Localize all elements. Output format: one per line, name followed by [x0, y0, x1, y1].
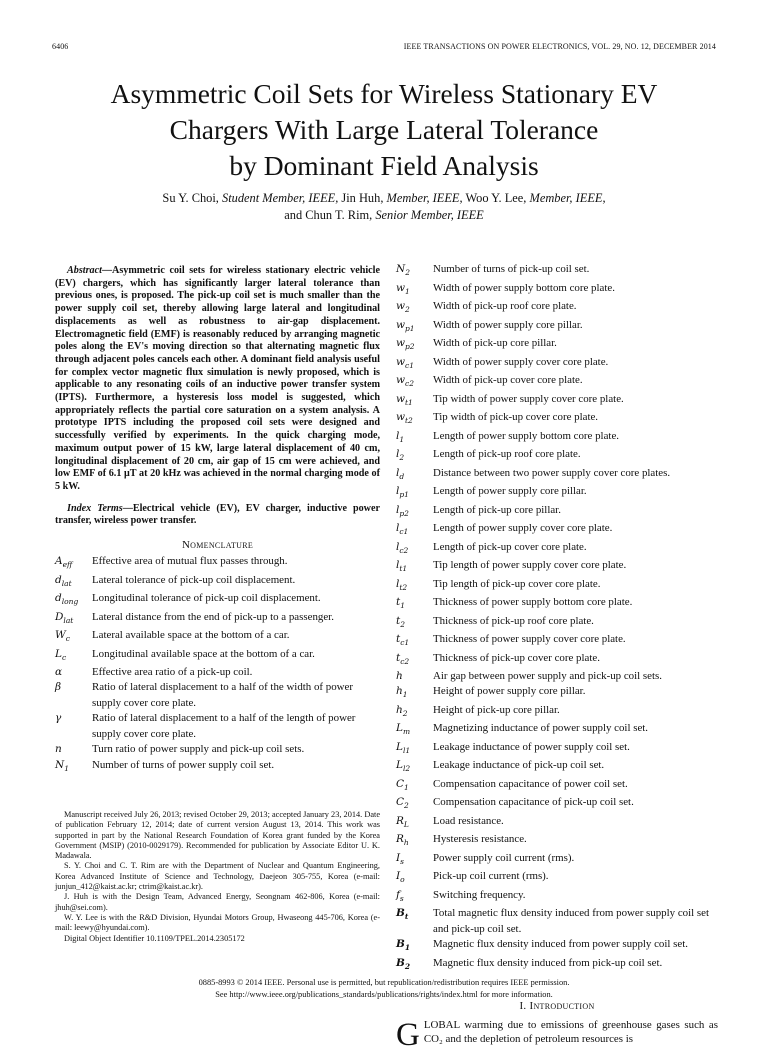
nomenclature-definition: Longitudinal available space at the bottom of a car. [92, 647, 315, 660]
nomenclature-definition: Magnetic flux density induced from power supply coil set. [433, 938, 688, 951]
nomenclature-row [396, 777, 718, 796]
nomenclature-definition: Tip length of power supply cover core plate. [433, 559, 627, 571]
nomenclature-row [396, 614, 718, 633]
nomenclature-symbol: $l_d$ [396, 466, 405, 481]
nomenclature-definition: Air gap between power supply and pick-up coil sets. [433, 670, 662, 682]
nomenclature-row [396, 669, 718, 684]
nomenclature-list-left [55, 554, 380, 776]
nomenclature-definition: Turn ratio of power supply and pick-up coil sets. [92, 743, 305, 756]
drop-cap: G [396, 1017, 420, 1053]
nomenclature-row [396, 651, 718, 670]
nomenclature-symbol: $N_2$ [396, 263, 410, 278]
nomenclature-symbol: $I_o$ [396, 870, 405, 885]
nomenclature-definition: Height of pick-up core pillar. [433, 703, 560, 716]
nomenclature-row [396, 392, 718, 411]
nomenclature-definition: Thickness of pick-up roof core plate. [433, 614, 594, 627]
nomenclature-symbol: $N_1$ [55, 758, 69, 773]
nomenclature-row [396, 521, 718, 540]
index-terms [55, 503, 380, 528]
nomenclature-definition: Width of pick-up roof core plate. [433, 300, 577, 312]
nomenclature-definition: Leakage inductance of pick-up coil set. [433, 759, 605, 772]
nomenclature-row [55, 554, 380, 573]
footnote-paragraph: W. Y. Lee is with the R&D Division, Hyundai Motors Group, Hwaseong 445-706, Korea (e-mail: leewy@hyundai.com). [55, 912, 380, 933]
nomenclature-symbol: $w_{p2}$ [396, 337, 415, 352]
title-line: Chargers With Large Lateral Tolerance [169, 114, 599, 145]
nomenclature-symbol: $L_{l2}$ [396, 759, 411, 774]
title-line: Asymmetric Coil Sets for Wireless Stationary EV [110, 78, 658, 109]
author-role: Member, IEEE, [529, 191, 606, 205]
nomenclature-definition: Hysteresis resistance. [433, 833, 527, 846]
nomenclature-row [55, 573, 380, 592]
nomenclature-definition: Width of power supply core pillar. [433, 318, 583, 331]
journal-header: IEEE TRANSACTIONS ON POWER ELECTRONICS, VOL. 29, NO. 12, DECEMBER 2014 [403, 42, 716, 51]
nomenclature-definition: Number of turns of power supply coil set. [92, 758, 275, 771]
nomenclature-row [396, 447, 718, 466]
nomenclature-symbol: $h_2$ [396, 703, 408, 718]
nomenclature-definition: Height of power supply core pillar. [433, 685, 586, 698]
copyright-notice [40, 977, 728, 1001]
paper-title [40, 76, 728, 184]
nomenclature-symbol: $w_{p1}$ [396, 318, 415, 333]
nomenclature-definition: Tip width of pick-up cover core plate. [433, 411, 599, 423]
nomenclature-row [396, 355, 718, 374]
nomenclature-definition: Leakage inductance of power supply coil set. [433, 740, 630, 753]
nomenclature-symbol: $w_{c2}$ [396, 374, 414, 389]
author-list [40, 190, 728, 224]
nomenclature-heading: Nomenclature [181, 539, 254, 552]
nomenclature-symbol: $t_2$ [396, 614, 406, 629]
nomenclature-row [55, 711, 380, 742]
author-role: Member, IEEE, [386, 191, 463, 205]
nomenclature-symbol: $l_{p2}$ [396, 503, 409, 518]
nomenclature-symbol: $R_h$ [396, 833, 409, 848]
nomenclature-row [396, 558, 718, 577]
nomenclature-symbol: $l_{c1}$ [396, 522, 409, 537]
nomenclature-definition: Length of power supply bottom core plate. [433, 429, 620, 442]
nomenclature-definition: Switching frequency. [433, 888, 526, 901]
nomenclature-row [396, 410, 718, 429]
nomenclature-definition: Width of pick-up cover core plate. [433, 374, 583, 386]
nomenclature-definition: Number of turns of pick-up coil set. [433, 263, 590, 275]
nomenclature-definition: Tip width of power supply cover core plate. [433, 392, 624, 405]
nomenclature-symbol: α [55, 666, 63, 679]
page-number: 6406 [52, 42, 69, 51]
nomenclature-definition: Lateral tolerance of pick-up coil displacement. [92, 573, 296, 586]
nomenclature-symbol: $W_c$ [55, 629, 70, 644]
intro-paragraph [396, 1017, 718, 1053]
nomenclature-symbol: $l_{c2}$ [396, 540, 409, 555]
nomenclature-symbol: $t_{c2}$ [396, 651, 410, 666]
nomenclature-symbol: $w_{t2}$ [396, 411, 413, 426]
nomenclature-symbol: h [396, 670, 403, 682]
copyright-line: 0885-8993 © 2014 IEEE. Personal use is permitted, but republication/redistribution requires IEEE permission. [198, 978, 570, 987]
nomenclature-definition: Lateral available space at the bottom of a car. [92, 629, 290, 642]
author-name: Woo Y. Lee, [465, 191, 527, 205]
nomenclature-symbol: β [55, 681, 62, 694]
nomenclature-row [55, 742, 380, 757]
abstract-text: —Asymmetric coil sets for wireless stationary electric vehicle (EV) chargers, which has significantly larger lateral tolerance than previous ones, is proposed. The pick-up coil set is much smaller than the power supply coil set, thereby allowing large lateral and longitudinal displacements as well as robustness to air-gap displacement. Electromagnetic field (EMF) is reasonably reduced by arranging magnetic poles along the EV's moving direction so that alternating magnetic flux through adjacent poles cancels each other. A dominant field analysis useful for complex vector magnetic flux simulation is newly proposed, which is applicable to any resonating coils of an inductive power transfer system (IPTS). Furthermore, a hysteresis loss model is suggested, which appropriately reflects the partial core saturation on a system analysis. A prototype IPTS including the proposed coil sets were designed and successfully verified by experiments. In the quick charging mode, maximum output power of 15 kW, large lateral displacement of 40 cm, longitudinal displacement of 20 cm, air gap of 15 cm were achieved, and low EMF of 6.1 μT at 20 kHz was achieved in the normal charging mode of 5 kW. [55, 265, 380, 492]
nomenclature-row [396, 540, 718, 559]
nomenclature-symbol: $w_{t1}$ [396, 392, 413, 407]
author-name: Su Y. Choi, [162, 191, 219, 205]
nomenclature-row [396, 888, 718, 907]
abstract-label: Abstract [67, 265, 102, 276]
nomenclature-definition: Ratio of lateral displacement to a half of the width of power supply cover core plate. [92, 681, 353, 709]
nomenclature-row [55, 647, 380, 666]
nomenclature-symbol: $d_{lat}$ [55, 573, 72, 588]
section-heading: I. Introduction [519, 1000, 595, 1013]
footnote-paragraph: Digital Object Identifier 10.1109/TPEL.2014.2305172 [64, 933, 245, 943]
nomenclature-definition: Effective area of mutual flux passes through. [92, 555, 288, 568]
title-line: by Dominant Field Analysis [229, 150, 539, 181]
nomenclature-row [396, 758, 718, 777]
nomenclature-row [396, 429, 718, 448]
nomenclature-definition: Tip length of pick-up cover core plate. [433, 577, 601, 590]
nomenclature-definition: Thickness of power supply cover core plate. [433, 633, 626, 645]
nomenclature-symbol: $B_1$ [396, 938, 411, 953]
nomenclature-row [396, 721, 718, 740]
nomenclature-symbol: $L_m$ [396, 722, 411, 737]
nomenclature-row [396, 503, 718, 522]
nomenclature-symbol: $l_{t2}$ [396, 577, 408, 592]
footnote-paragraph: Manuscript received July 26, 2013; revised October 29, 2013; accepted January 23, 2014. Date of publication February 12, 2014; date of current version August 13, 2014. This work was supported in part by the National Research Foundation of Korea grant funded by the Korea Government (MSIP) (2010-0029179). Recommended for publication by Associate Editor U. K. Madawala. [55, 810, 380, 861]
nomenclature-symbol: $B_t$ [396, 907, 409, 922]
nomenclature-row [396, 814, 718, 833]
nomenclature-definition: Magnetic flux density induced from pick-up coil set. [433, 956, 663, 969]
nomenclature-symbol: $L_c$ [55, 647, 67, 662]
nomenclature-definition: Total magnetic flux density induced from power supply coil set and pick-up coil set. [433, 907, 709, 935]
nomenclature-symbol: $l_1$ [396, 429, 405, 444]
nomenclature-symbol: $w_1$ [396, 281, 410, 296]
nomenclature-definition: Thickness of pick-up cover core plate. [433, 651, 600, 664]
nomenclature-row [55, 591, 380, 610]
nomenclature-list-right [396, 262, 718, 974]
nomenclature-definition: Compensation capacitance of power coil set. [433, 777, 628, 790]
nomenclature-symbol: $d_{long}$ [55, 592, 79, 607]
nomenclature-symbol: $L_{l1}$ [396, 740, 411, 755]
nomenclature-symbol: n [55, 743, 62, 756]
footnote [55, 810, 380, 944]
nomenclature-symbol: $l_{p1}$ [396, 485, 409, 500]
nomenclature-row [55, 680, 380, 711]
rights-url-line: See http://www.ieee.org/publications_standards/publications/rights/index.html for more information. [215, 990, 553, 999]
nomenclature-row [55, 665, 380, 680]
nomenclature-symbol: $l_2$ [396, 448, 405, 463]
nomenclature-row [396, 299, 718, 318]
footnote-paragraph: S. Y. Choi and C. T. Rim are with the Department of Nuclear and Quantum Engineering, Korea Advanced Institute of Science and Technology, Daejeon 305-755, Korea (e-mail: junjun_412@kaist.ac.kr; ctrim@kaist.ac.kr). [55, 861, 380, 892]
nomenclature-row [396, 851, 718, 870]
abstract [55, 265, 380, 494]
nomenclature-definition: Width of pick-up core pillar. [433, 337, 557, 349]
nomenclature-row [396, 832, 718, 851]
nomenclature-definition: Length of power supply core pillar. [433, 485, 587, 497]
nomenclature-row [396, 262, 718, 281]
nomenclature-row [396, 318, 718, 337]
nomenclature-symbol: $B_2$ [396, 956, 411, 971]
nomenclature-definition: Thickness of power supply bottom core plate. [433, 596, 633, 608]
nomenclature-row [55, 610, 380, 629]
nomenclature-symbol: $A_{eff}$ [55, 555, 73, 570]
nomenclature-definition: Longitudinal tolerance of pick-up coil displacement. [92, 592, 321, 605]
nomenclature-symbol: γ [55, 712, 62, 725]
right-column [396, 262, 718, 1053]
nomenclature-definition: Lateral distance from the end of pick-up to a passenger. [92, 610, 334, 623]
nomenclature-symbol: $C_1$ [396, 777, 409, 792]
nomenclature-definition: Length of pick-up cover core plate. [433, 540, 587, 553]
nomenclature-row [396, 466, 718, 485]
nomenclature-row [396, 703, 718, 722]
nomenclature-definition: Width of power supply bottom core plate. [433, 281, 615, 294]
author-role: Senior Member, IEEE [375, 208, 484, 222]
nomenclature-definition: Pick-up coil current (rms). [433, 870, 549, 883]
nomenclature-symbol: $h_1$ [396, 685, 408, 700]
nomenclature-row [396, 373, 718, 392]
nomenclature-symbol: $w_{c1}$ [396, 355, 414, 370]
nomenclature-row [396, 595, 718, 614]
nomenclature-symbol: $l_{t1}$ [396, 559, 408, 574]
nomenclature-definition: Distance between two power supply cover core plates. [433, 466, 671, 479]
index-terms-label: Index Terms [67, 502, 123, 514]
nomenclature-definition: Length of power supply cover core plate. [433, 522, 613, 534]
nomenclature-row [396, 577, 718, 596]
nomenclature-symbol: $C_2$ [396, 796, 409, 811]
author-name: and Chun T. Rim, [284, 208, 373, 222]
nomenclature-symbol: $I_s$ [396, 851, 405, 866]
nomenclature-row [396, 906, 718, 937]
nomenclature-row [396, 281, 718, 300]
intro-text: LOBAL warming due to emissions of greenhouse gases such as CO₂ and the depletion of petroleum resources is [423, 1019, 718, 1046]
nomenclature-row [396, 795, 718, 814]
nomenclature-row [396, 684, 718, 703]
nomenclature-symbol: $D_{lat}$ [55, 610, 74, 625]
nomenclature-row [396, 484, 718, 503]
nomenclature-symbol: $R_L$ [396, 814, 409, 829]
nomenclature-definition: Ratio of lateral displacement to a half of the length of power supply cover core plate. [92, 712, 356, 740]
nomenclature-definition: Length of pick-up core pillar. [433, 503, 561, 516]
nomenclature-symbol: $f_s$ [396, 888, 404, 903]
nomenclature-definition: Magnetizing inductance of power supply coil set. [433, 722, 649, 735]
nomenclature-row [396, 632, 718, 651]
nomenclature-row [396, 869, 718, 888]
index-terms-text: —Electrical vehicle (EV), EV charger, inductive power transfer, wireless power transfer. [55, 502, 380, 527]
nomenclature-row [396, 740, 718, 759]
nomenclature-symbol: $w_2$ [396, 300, 410, 315]
nomenclature-definition: Width of power supply cover core plate. [433, 355, 609, 368]
nomenclature-symbol: $t_{c1}$ [396, 633, 410, 648]
nomenclature-definition: Power supply coil current (rms). [433, 851, 575, 864]
nomenclature-symbol: $t_1$ [396, 596, 406, 611]
nomenclature-definition: Load resistance. [433, 814, 504, 827]
author-role: Student Member, IEEE, [222, 191, 339, 205]
nomenclature-row [55, 758, 380, 777]
nomenclature-row [55, 628, 380, 647]
nomenclature-definition: Compensation capacitance of pick-up coil set. [433, 796, 634, 809]
footnote-paragraph: J. Huh is with the Design Team, Advanced Energy, Seongnam 462-806, Korea (e-mail: jhuh@sei.com). [55, 892, 380, 912]
author-name: Jin Huh, [341, 191, 384, 205]
left-column [55, 265, 380, 776]
nomenclature-definition: Effective area ratio of a pick-up coil. [92, 666, 253, 679]
nomenclature-definition: Length of pick-up roof core plate. [433, 448, 581, 460]
nomenclature-row [396, 956, 718, 975]
nomenclature-row [396, 937, 718, 956]
nomenclature-row [396, 336, 718, 355]
